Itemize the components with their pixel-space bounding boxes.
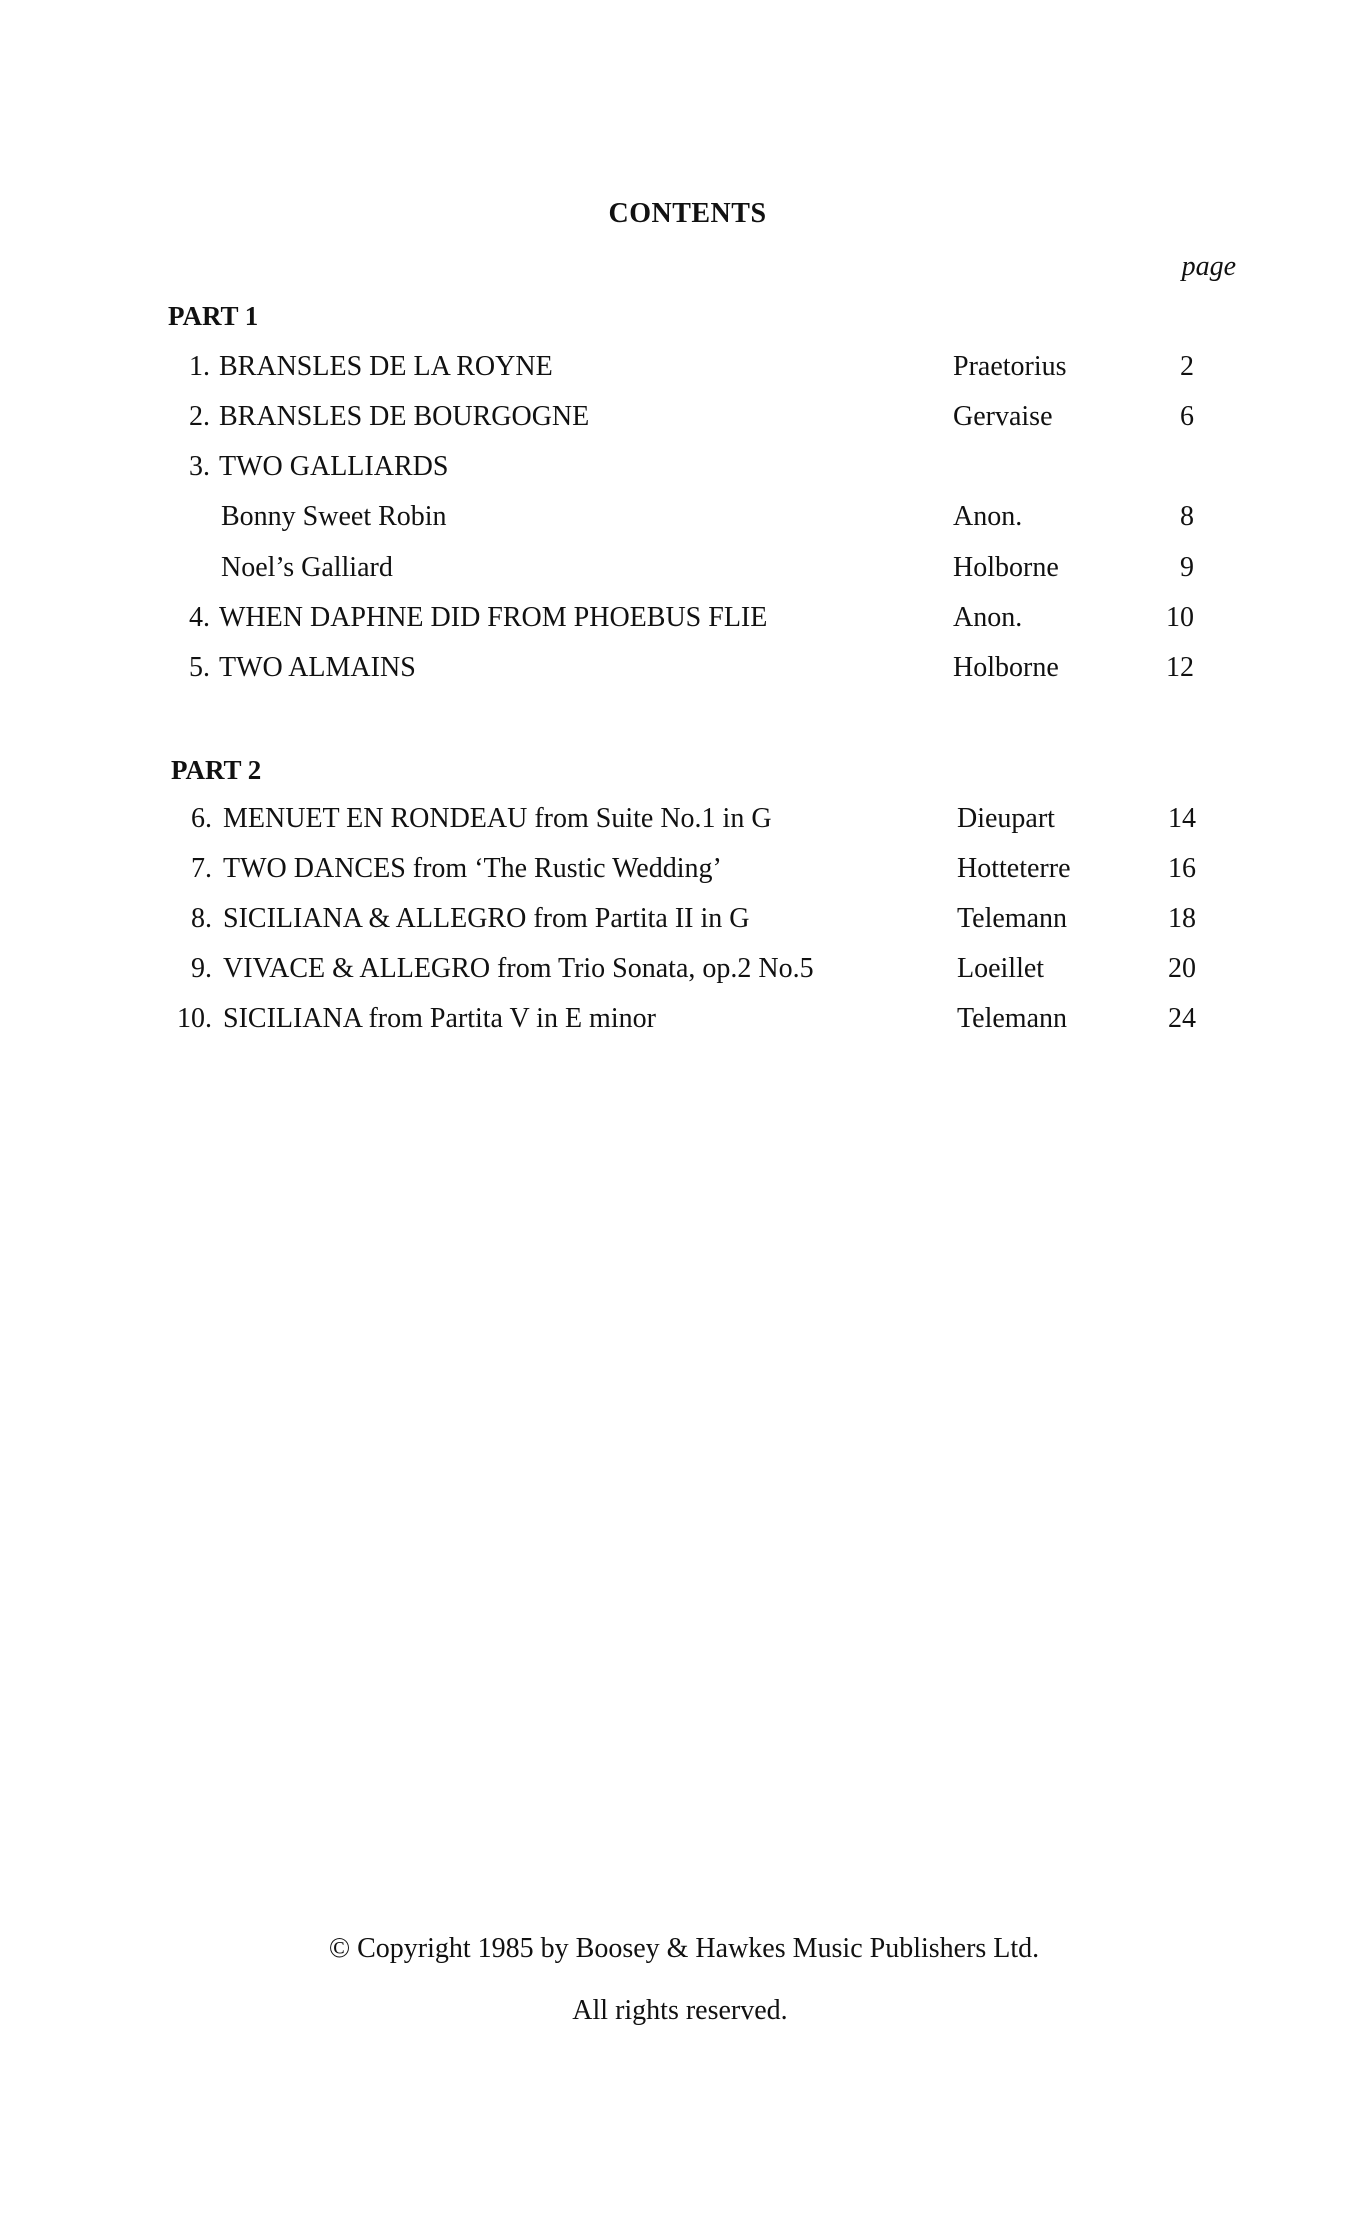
entry-page: 18 [1168, 903, 1196, 934]
list-item [0, 447, 1360, 487]
entry-composer: Holborne [953, 552, 1059, 583]
entry-number: 9. [191, 953, 212, 984]
entry-title: BRANSLES DE BOURGOGNE [219, 401, 590, 432]
list-item [0, 598, 1360, 638]
entry-page: 9 [1180, 552, 1194, 583]
entry-title: TWO ALMAINS [219, 652, 416, 683]
entry-title: Noel’s Galliard [221, 552, 393, 583]
list-item [0, 799, 1360, 839]
list-item [0, 548, 1360, 588]
entry-number: 7. [191, 853, 212, 884]
entry-number: 1. [189, 351, 210, 382]
entry-composer: Gervaise [953, 401, 1053, 432]
part-2-heading: PART 2 [171, 755, 262, 785]
entry-page: 10 [1166, 602, 1194, 633]
entry-page: 2 [1180, 351, 1194, 382]
entry-number: 8. [191, 903, 212, 934]
entry-title: TWO GALLIARDS [219, 451, 449, 482]
entry-composer: Anon. [953, 602, 1023, 633]
entry-composer: Dieupart [957, 803, 1055, 834]
entry-composer: Telemann [957, 1003, 1067, 1034]
entry-number: 4. [189, 602, 210, 633]
entry-page: 20 [1168, 953, 1196, 984]
list-item [0, 949, 1360, 989]
entry-composer: Anon. [953, 501, 1023, 532]
entry-page: 24 [1168, 1003, 1196, 1034]
list-item [0, 999, 1360, 1039]
entry-composer: Holborne [953, 652, 1059, 683]
entry-page: 12 [1166, 652, 1194, 683]
list-item [0, 849, 1360, 889]
entry-number: 10. [177, 1003, 212, 1034]
entry-number: 2. [189, 401, 210, 432]
entry-title: VIVACE & ALLEGRO from Trio Sonata, op.2 No.5 [223, 953, 814, 984]
list-item [0, 497, 1360, 537]
entry-composer: Hotteterre [957, 853, 1071, 884]
entry-page: 6 [1180, 401, 1194, 432]
entry-title: Bonny Sweet Robin [221, 501, 447, 532]
page-column-label: page [1181, 251, 1236, 282]
entry-page: 16 [1168, 853, 1196, 884]
entry-title: WHEN DAPHNE DID FROM PHOEBUS FLIE [219, 602, 768, 633]
entry-title: SICILIANA & ALLEGRO from Partita II in G [223, 903, 750, 934]
entry-composer: Loeillet [957, 953, 1045, 984]
part-1-heading: PART 1 [168, 301, 259, 331]
entry-number: 6. [191, 803, 212, 834]
copyright-notice: © Copyright 1985 by Boosey & Hawkes Music Publishers Ltd. [328, 1933, 1040, 1964]
entry-page: 8 [1180, 501, 1194, 532]
entry-title: TWO DANCES from ‘The Rustic Wedding’ [223, 853, 722, 884]
entry-number: 3. [189, 451, 210, 482]
entry-composer: Telemann [957, 903, 1067, 934]
entry-title: BRANSLES DE LA ROYNE [219, 351, 553, 382]
list-item [0, 899, 1360, 939]
entry-number: 5. [189, 652, 210, 683]
list-item [0, 397, 1360, 437]
list-item [0, 648, 1360, 688]
rights-notice: All rights reserved. [572, 1995, 788, 2026]
page-title: CONTENTS [608, 198, 767, 229]
list-item [0, 347, 1360, 387]
entry-title: SICILIANA from Partita V in E minor [223, 1003, 656, 1034]
entry-composer: Praetorius [953, 351, 1067, 382]
entry-page: 14 [1168, 803, 1196, 834]
entry-title: MENUET EN RONDEAU from Suite No.1 in G [223, 803, 772, 834]
